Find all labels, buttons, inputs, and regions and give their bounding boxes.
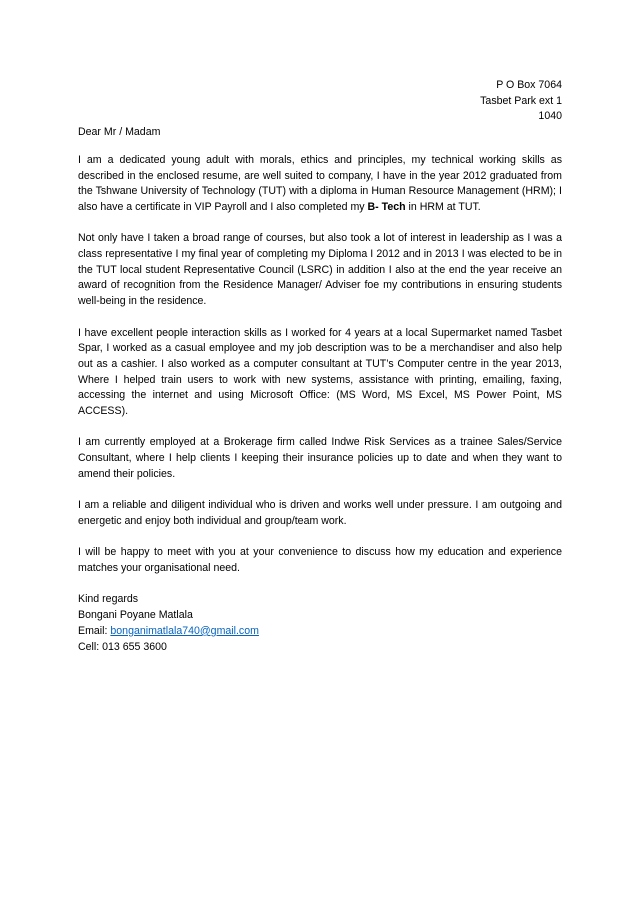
- closing-regards: Kind regards: [78, 593, 139, 606]
- signatory-name: Bongani Poyane Matlala: [78, 609, 193, 622]
- address-line-postal-code: 1040: [538, 110, 562, 123]
- paragraph-meeting-request: I will be happy to meet with you at your convenience to discuss how my education and experience matches your organisational need.: [78, 546, 562, 575]
- sender-address: [78, 78, 562, 125]
- address-line-po-box: P O Box 7064: [496, 79, 562, 91]
- email-line: [78, 624, 562, 640]
- degree-bold: B- Tech: [367, 200, 406, 213]
- paragraph-current-employment: I am currently employed at a Brokerage firm called Indwe Risk Services as a trainee Sales/Service Consultant, where I help clients I keeping their insurance policies up to date and when they want to amend their policies.: [78, 436, 562, 480]
- email-label: Email:: [78, 624, 111, 637]
- paragraph-experience: I have excellent people interaction skills as I worked for 4 years at a local Supermarket named Tasbet Spar, I worked as a casual employee and my job description was to be a merchandiser and also help out as a cashier. I also worked as a computer consultant at TUT’s Computer centre in the year 2013, Where I helped train users to work with new systems, assistance with printing, emailing, faxing, accessing the internet and using Microsoft Office: (MS Word, MS Excel, MS Power Point, MS ACCESS).: [78, 326, 562, 418]
- paragraph-personal-qualities: I am a reliable and diligent individual who is driven and works well under pressure. I am outgoing and energetic and enjoy both individual and group/team work.: [78, 499, 562, 527]
- letter-page: [78, 78, 562, 655]
- cell-number: Cell: 013 655 3600: [78, 640, 167, 653]
- address-line-suburb: Tasbet Park ext 1: [480, 94, 562, 107]
- paragraph-leadership: Not only have I taken a broad range of courses, but also took a lot of interest in leadership as I was a class representative I my final year of completing my Diploma I 2012 and in 2013 I was elected to be in the TUT local student Representative Council (LSRC) in addition I also at the end the year receive an award of recognition from the Residence Manager/ Adviser foe my contributions in ensuring students well-being in the residence.: [78, 232, 562, 308]
- closing-block: [78, 592, 562, 655]
- salutation: Dear Mr / Madam: [78, 126, 161, 139]
- paragraph-introduction-end: in HRM at TUT.: [405, 200, 481, 213]
- paragraph-introduction-text: I am a dedicated young adult with morals, ethics and principles, my technical working skills as described in the enclosed resume, are well suited to company, I have in the year 2012 graduated from the Tshwane University of Technology (TUT) with a diploma in Human Resource Management (HRM); I also have a certificate in VIP Payroll and I also completed my: [78, 153, 562, 213]
- email-link[interactable]: bonganimatlala740@gmail.com: [110, 624, 259, 637]
- paragraph-introduction: [78, 153, 562, 216]
